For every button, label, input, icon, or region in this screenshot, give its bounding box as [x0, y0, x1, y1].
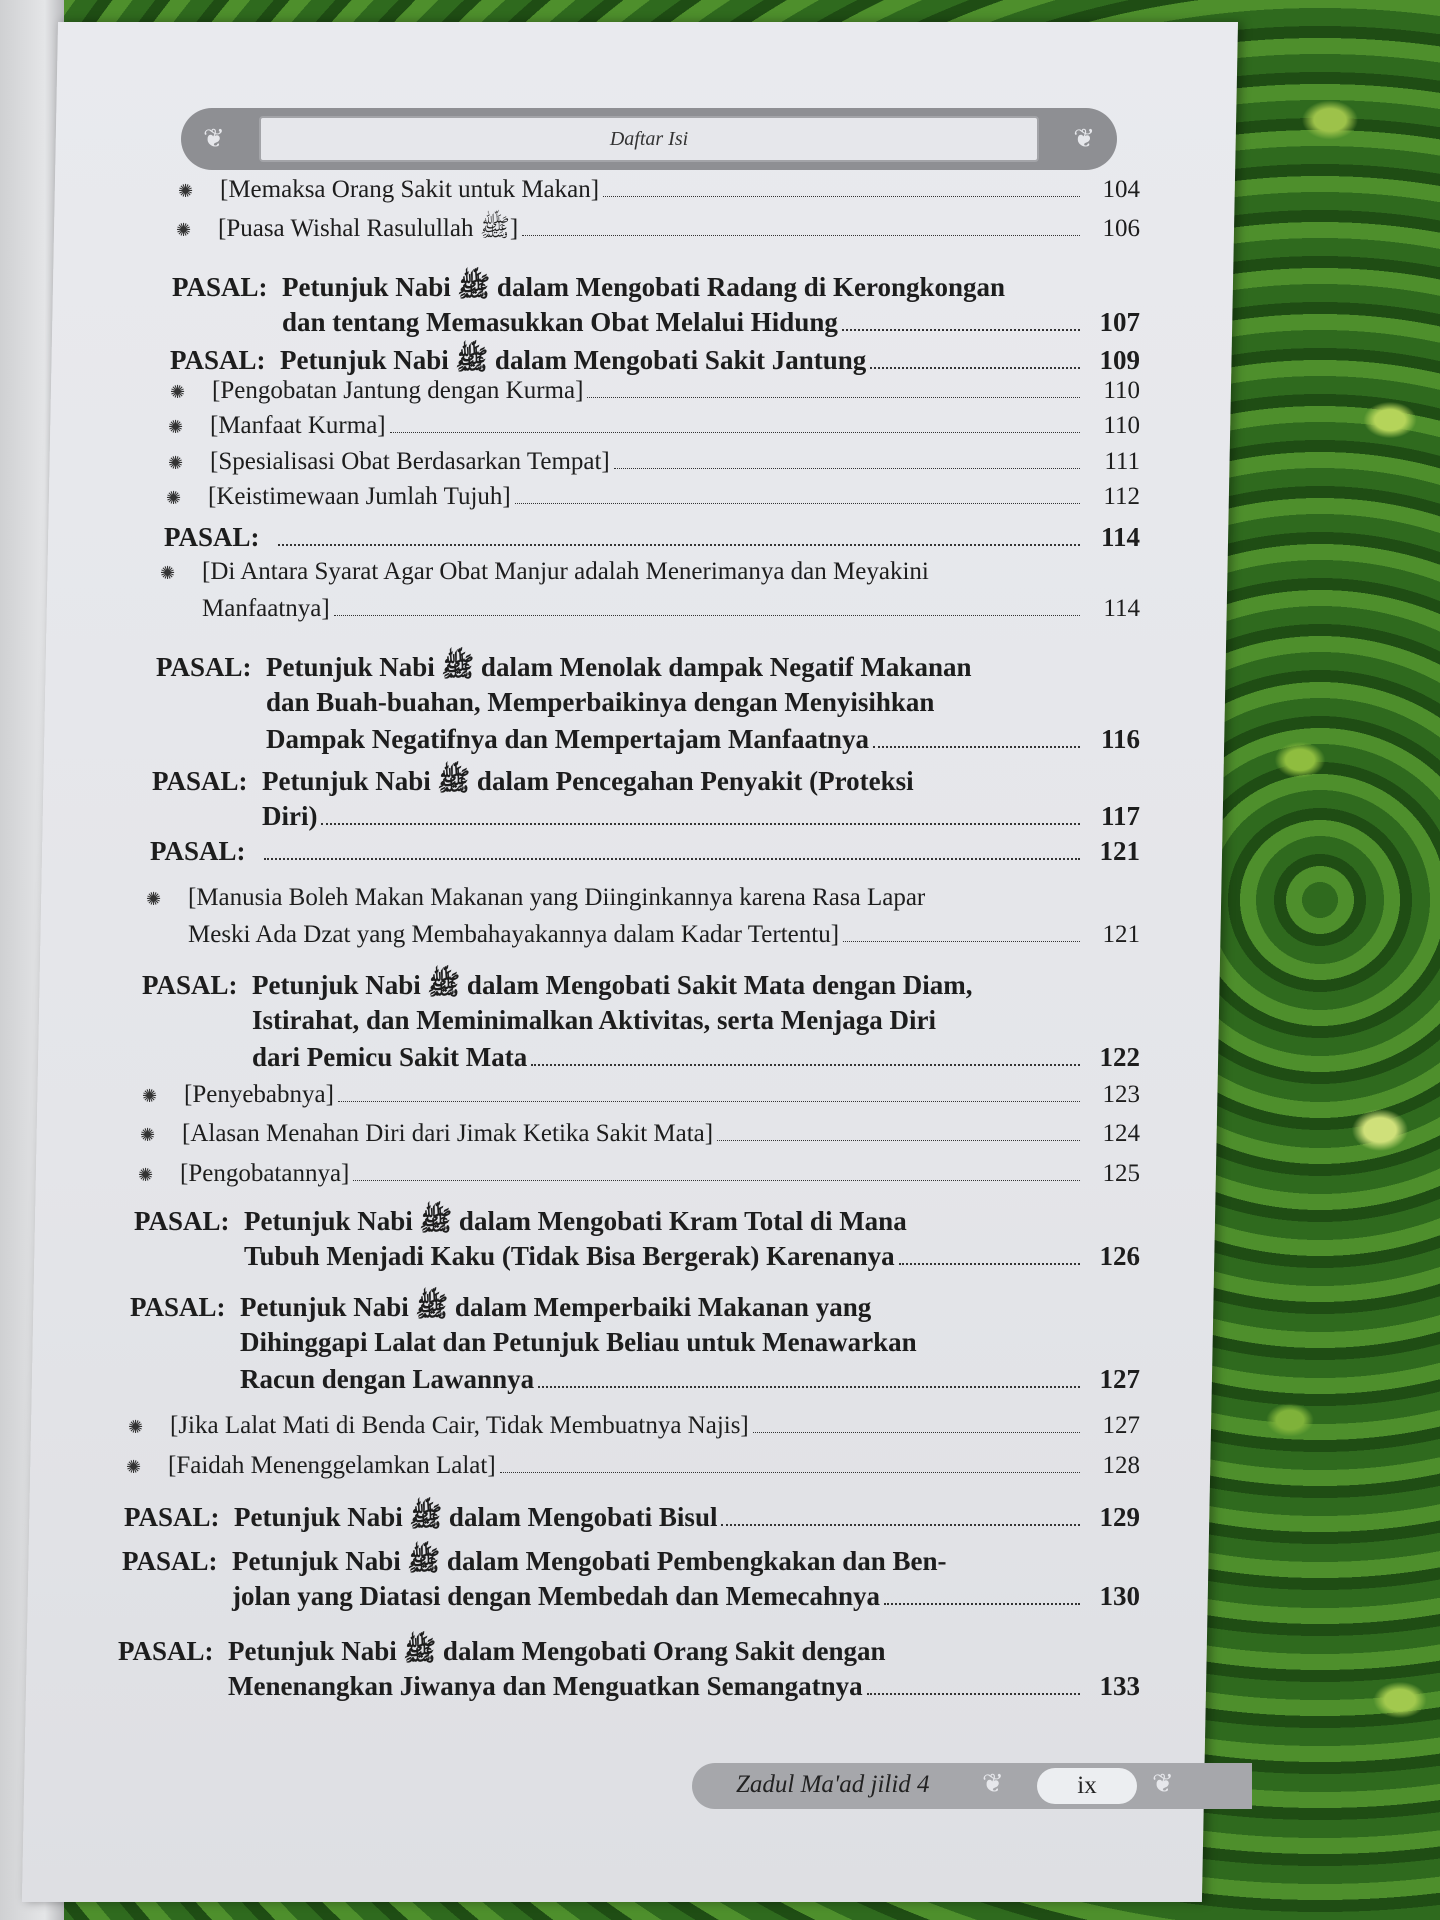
toc-chapter-entry [152, 764, 1140, 838]
dot-leader [717, 1140, 1080, 1141]
toc-subentry [146, 884, 1140, 958]
dot-leader [538, 1386, 1080, 1388]
entry-line [134, 1241, 1140, 1278]
entry-title: [Faidah Menenggelamkan Lalat] [168, 1452, 496, 1479]
entry-line [128, 1412, 1140, 1449]
entry-title: Diri) [262, 801, 318, 831]
entry-title: [Alasan Menahan Diri dari Jimak Ketika Sakit Mata] [182, 1120, 714, 1147]
toc-subentry [140, 1120, 1140, 1157]
entry-line [142, 968, 1140, 1005]
dot-leader [603, 196, 1080, 197]
knot-ornament-icon: ❦ [982, 1769, 1004, 1798]
entry-title: Petunjuk Nabi ﷺ dalam Mengobati Orang Sakit dengan [228, 1636, 886, 1666]
ornament-bullet-icon: ✺ [178, 181, 194, 201]
entry-title: Tubuh Menjadi Kaku (Tidak Bisa Bergerak) Karenanya [244, 1241, 895, 1271]
entry-line [170, 377, 1140, 414]
running-header [181, 108, 1117, 170]
entry-title: Petunjuk Nabi ﷺ dalam Mengobati Bisul [234, 1502, 718, 1532]
entry-line [130, 1364, 1140, 1401]
dot-leader [390, 432, 1080, 433]
entry-title: Dampak Negatifnya dan Mempertajam Manfaatnya [266, 724, 869, 754]
dot-leader [867, 1693, 1080, 1695]
entry-page-number: 127 [1099, 1364, 1140, 1394]
pasal-label: PASAL: [118, 1636, 214, 1666]
dot-leader [721, 1524, 1080, 1526]
entry-page-number: 122 [1099, 1042, 1140, 1072]
entry-line [156, 650, 1140, 687]
pasal-label: PASAL: [164, 522, 260, 552]
dot-leader [614, 468, 1080, 469]
dot-leader [843, 941, 1080, 942]
knot-ornament-icon: ❦ [1152, 1769, 1174, 1798]
entry-title: [Pengobatan Jantung dengan Kurma] [212, 377, 584, 404]
entry-line [122, 1581, 1140, 1618]
toc-subentry [168, 448, 1140, 485]
entry-line [138, 1160, 1140, 1197]
entry-title: Petunjuk Nabi ﷺ dalam Mengobati Kram Total di Mana [244, 1206, 907, 1236]
toc-chapter-entry [124, 1500, 1140, 1537]
toc-chapter-entry [150, 836, 1140, 873]
entry-page-number: 111 [1104, 448, 1140, 475]
entry-title: Racun dengan Lawannya [240, 1364, 535, 1394]
entry-line [164, 522, 1140, 559]
entry-page-number: 129 [1099, 1502, 1140, 1532]
toc-subentry [176, 212, 1140, 249]
dot-leader [884, 1603, 1080, 1605]
dot-leader [500, 1472, 1080, 1473]
entry-line [146, 921, 1140, 958]
entry-title: Petunjuk Nabi ﷺ dalam Menolak dampak Negatif Makanan [266, 652, 972, 682]
toc-chapter-entry [172, 270, 1140, 344]
toc-subentry [160, 558, 1140, 632]
entry-line [152, 764, 1140, 801]
entry-page-number: 114 [1100, 522, 1140, 552]
pasal-label: PASAL: [152, 766, 248, 796]
entry-title: [Puasa Wishal Rasulullah ﷺ] [218, 215, 519, 242]
entry-page-number: 125 [1102, 1160, 1140, 1187]
entry-title: [Jika Lalat Mati di Benda Cair, Tidak Membuatnya Najis] [170, 1412, 749, 1439]
knot-ornament-icon: ❦ [203, 124, 225, 153]
entry-title: [Manfaat Kurma] [210, 412, 386, 439]
ornament-bullet-icon: ✺ [146, 889, 162, 909]
pasal-label: PASAL: [122, 1546, 218, 1576]
toc-subentry [142, 1081, 1140, 1118]
entry-page-number: 112 [1103, 483, 1140, 510]
entry-line [124, 1500, 1140, 1537]
entry-line [134, 1204, 1140, 1241]
entry-line [146, 884, 1140, 921]
entry-title: Menenangkan Jiwanya dan Menguatkan Semangatnya [228, 1671, 863, 1701]
entry-page-number: 110 [1103, 412, 1140, 439]
toc-chapter-entry [118, 1634, 1140, 1708]
dot-leader [338, 1101, 1080, 1102]
entry-title: Petunjuk Nabi ﷺ dalam Mengobati Sakit Jantung [280, 345, 867, 375]
pasal-label: PASAL: [134, 1206, 230, 1236]
entry-line [142, 1005, 1140, 1042]
entry-title: [Keistimewaan Jumlah Tujuh] [208, 483, 511, 510]
entry-line [156, 687, 1140, 724]
ornament-bullet-icon: ✺ [168, 417, 184, 437]
entry-page-number: 114 [1103, 595, 1140, 622]
entry-page-number: 124 [1102, 1120, 1140, 1147]
toc-subentry [138, 1160, 1140, 1197]
entry-line [150, 836, 1140, 873]
entry-title: [Spesialisasi Obat Berdasarkan Tempat] [210, 448, 610, 475]
dot-leader [264, 858, 1080, 860]
entry-title: [Di Antara Syarat Agar Obat Manjur adalah Menerimanya dan Meyakini [202, 558, 929, 585]
pasal-label: PASAL: [156, 652, 252, 682]
entry-page-number: 104 [1102, 176, 1140, 203]
entry-line [172, 307, 1140, 344]
footer-book-title: Zadul Ma'ad jilid 4 [736, 1771, 930, 1798]
entry-title: jolan yang Diatasi dengan Membedah dan Memecahnya [232, 1581, 881, 1611]
entry-line [122, 1544, 1140, 1581]
toc-chapter-entry [170, 343, 1140, 380]
toc-subentry [128, 1412, 1140, 1449]
ornament-bullet-icon: ✺ [126, 1457, 142, 1477]
entry-line [140, 1120, 1140, 1157]
entry-line [130, 1327, 1140, 1364]
toc-chapter-entry [134, 1204, 1140, 1278]
toc-chapter-entry [142, 968, 1140, 1079]
pasal-label: PASAL: [130, 1292, 226, 1322]
entry-line [166, 483, 1140, 520]
toc-chapter-entry [130, 1290, 1140, 1401]
page-number: ix [1037, 1768, 1137, 1804]
entry-line [176, 212, 1140, 249]
ornament-bullet-icon: ✺ [176, 220, 192, 240]
entry-line [160, 558, 1140, 595]
entry-line [170, 343, 1140, 380]
entry-line [172, 270, 1140, 307]
knot-ornament-icon: ❦ [1073, 124, 1095, 153]
entry-page-number: 126 [1099, 1241, 1140, 1271]
entry-page-number: 109 [1099, 345, 1140, 375]
toc-chapter-entry [164, 522, 1140, 559]
entry-line [130, 1290, 1140, 1327]
entry-title: Manfaatnya] [202, 595, 330, 622]
entry-title: Petunjuk Nabi ﷺ dalam Pencegahan Penyakit (Proteksi [262, 766, 914, 796]
ornament-bullet-icon: ✺ [168, 453, 184, 473]
entry-title: [Memaksa Orang Sakit untuk Makan] [220, 176, 600, 203]
entry-title: Dihinggapi Lalat dan Petunjuk Beliau untuk Menawarkan [240, 1327, 917, 1357]
dot-leader [842, 329, 1080, 331]
ornament-bullet-icon: ✺ [128, 1417, 144, 1437]
entry-title: Meski Ada Dzat yang Membahayakannya dalam Kadar Tertentu] [188, 921, 840, 948]
entry-line [118, 1634, 1140, 1671]
ornament-bullet-icon: ✺ [140, 1125, 156, 1145]
entry-page-number: 128 [1102, 1452, 1140, 1479]
entry-title: Petunjuk Nabi ﷺ dalam Mengobati Pembengkakan dan Ben- [232, 1546, 947, 1576]
pasal-label: PASAL: [142, 970, 238, 1000]
entry-line [178, 176, 1140, 213]
entry-page-number: 123 [1102, 1081, 1140, 1108]
entry-page-number: 121 [1099, 836, 1140, 866]
entry-title: [Penyebabnya] [184, 1081, 334, 1108]
dot-leader [753, 1432, 1080, 1433]
entry-line [168, 448, 1140, 485]
pasal-label: PASAL: [170, 345, 266, 375]
entry-page-number: 127 [1102, 1412, 1140, 1439]
entry-line [168, 412, 1140, 449]
entry-line [118, 1671, 1140, 1708]
entry-line [126, 1452, 1140, 1489]
entry-page-number: 121 [1102, 921, 1140, 948]
toc-subentry [170, 377, 1140, 414]
entry-title: [Manusia Boleh Makan Makanan yang Diinginkannya karena Rasa Lapar [188, 884, 926, 911]
dot-leader [870, 367, 1080, 369]
dot-leader [515, 503, 1080, 504]
ornament-bullet-icon: ✺ [170, 382, 186, 402]
entry-title: Petunjuk Nabi ﷺ dalam Mengobati Radang di Kerongkongan [282, 272, 1006, 302]
running-footer [692, 1763, 1252, 1809]
entry-title: Istirahat, dan Meminimalkan Aktivitas, serta Menjaga Diri [252, 1005, 936, 1035]
dot-leader [899, 1263, 1080, 1265]
dot-leader [278, 544, 1080, 546]
entry-line [142, 1042, 1140, 1079]
toc-chapter-entry [122, 1544, 1140, 1618]
header-title: Daftar Isi [609, 127, 689, 150]
entry-line [156, 724, 1140, 761]
entry-line [152, 801, 1140, 838]
pasal-label: PASAL: [172, 272, 268, 302]
dot-leader [587, 397, 1080, 398]
dot-leader [321, 823, 1080, 825]
toc-chapter-entry [156, 650, 1140, 761]
entry-line [142, 1081, 1140, 1118]
header-frame [259, 116, 1039, 162]
dot-leader [873, 746, 1080, 748]
dot-leader [531, 1064, 1080, 1066]
pasal-label: PASAL: [150, 836, 246, 866]
ornament-bullet-icon: ✺ [138, 1165, 154, 1185]
entry-title: Petunjuk Nabi ﷺ dalam Memperbaiki Makanan yang [240, 1292, 872, 1322]
entry-page-number: 117 [1100, 801, 1140, 831]
entry-page-number: 133 [1099, 1671, 1140, 1701]
entry-title: Petunjuk Nabi ﷺ dalam Mengobati Sakit Mata dengan Diam, [252, 970, 973, 1000]
pasal-label: PASAL: [124, 1502, 220, 1532]
ornament-bullet-icon: ✺ [166, 488, 182, 508]
entry-page-number: 107 [1099, 307, 1140, 337]
toc-subentry [126, 1452, 1140, 1489]
dot-leader [353, 1180, 1080, 1181]
ornament-bullet-icon: ✺ [160, 563, 176, 583]
entry-page-number: 130 [1099, 1581, 1140, 1611]
toc-subentry [166, 483, 1140, 520]
entry-line [160, 595, 1140, 632]
entry-title: dan tentang Memasukkan Obat Melalui Hidung [282, 307, 838, 337]
toc-subentry [168, 412, 1140, 449]
dot-leader [334, 615, 1080, 616]
entry-page-number: 106 [1102, 215, 1140, 242]
entry-page-number: 110 [1103, 377, 1140, 404]
dot-leader [522, 235, 1080, 236]
entry-title: dari Pemicu Sakit Mata [252, 1042, 528, 1072]
ornament-bullet-icon: ✺ [142, 1086, 158, 1106]
toc-subentry [178, 176, 1140, 213]
entry-title: [Pengobatannya] [180, 1160, 350, 1187]
entry-title: dan Buah-buahan, Memperbaikinya dengan Menyisihkan [266, 687, 935, 717]
entry-page-number: 116 [1100, 724, 1140, 754]
